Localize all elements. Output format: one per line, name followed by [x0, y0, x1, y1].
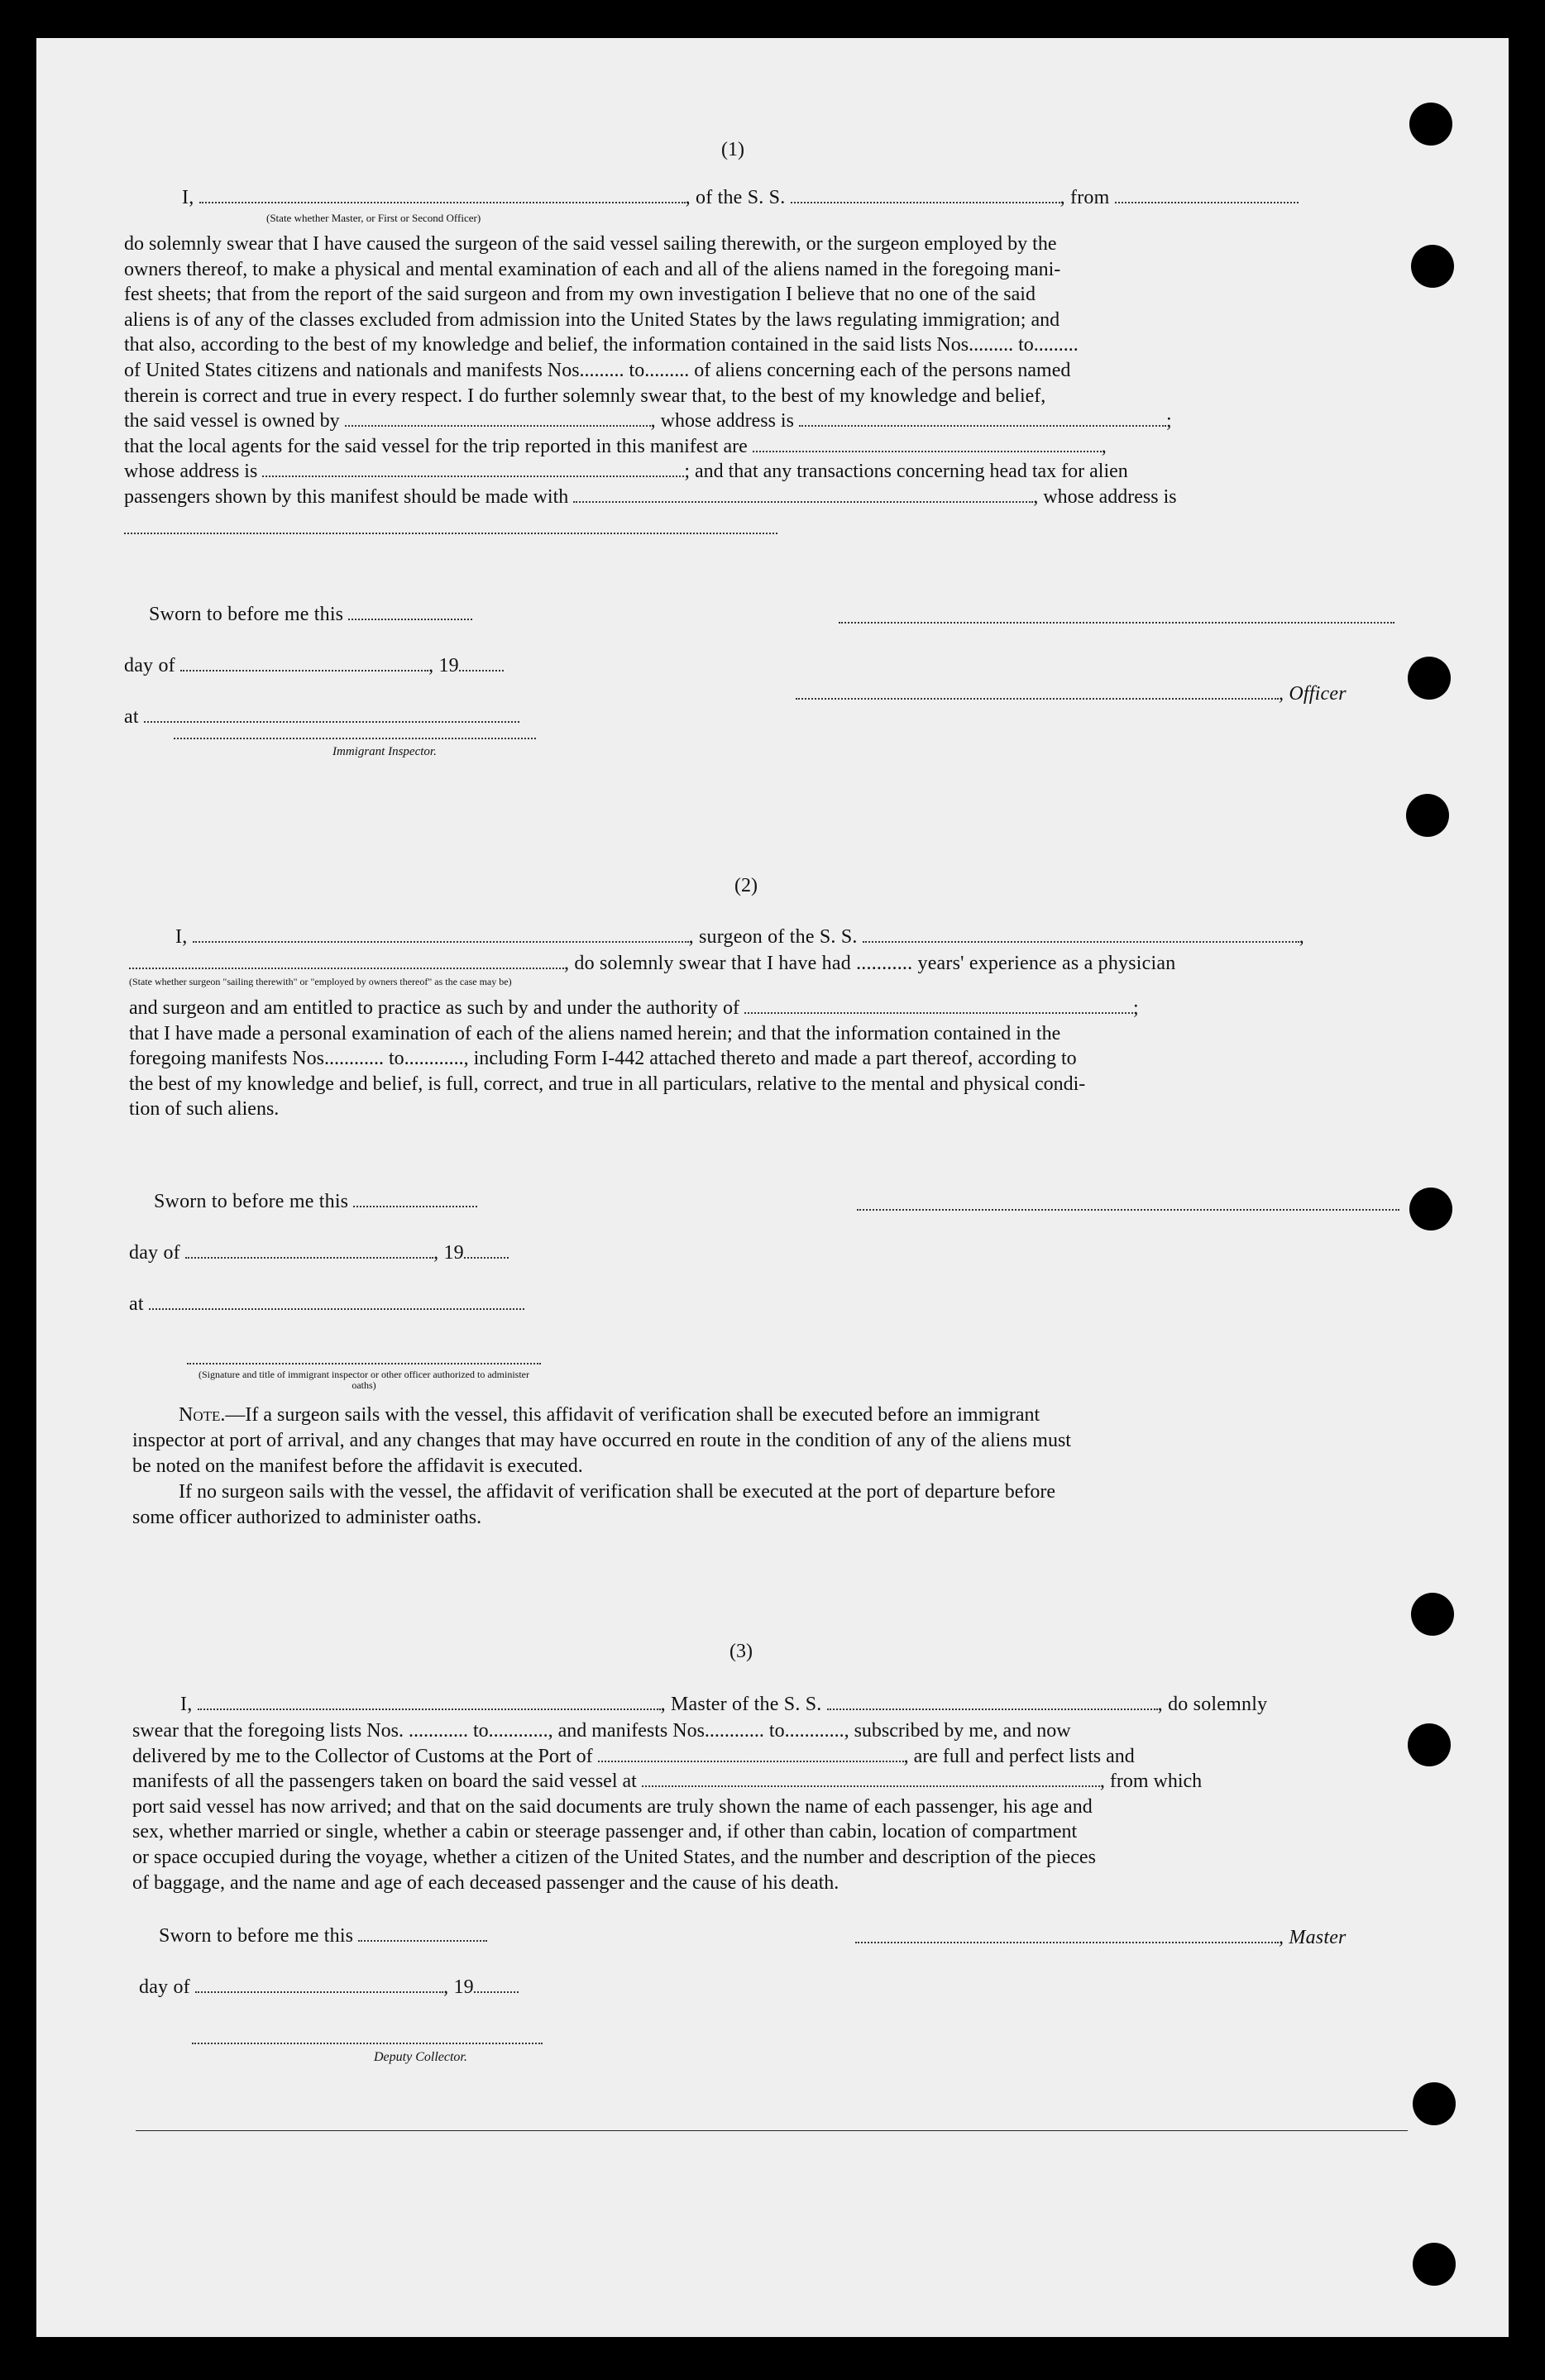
master-name-field[interactable]: [198, 1694, 661, 1710]
section1-officer-line: [796, 681, 1346, 706]
label-from: , from: [1059, 187, 1110, 208]
place-field[interactable]: [149, 1293, 524, 1310]
punch-hole: [1409, 1188, 1452, 1231]
authority-field[interactable]: [744, 997, 1133, 1014]
label-whose-address: , whose address is: [650, 410, 794, 433]
label-head-tax: ; and that any transactions concerning head tax for alien: [684, 461, 1128, 483]
head-tax-address-field[interactable]: [124, 533, 777, 534]
body-line: or space occupied during the voyage, whether a citizen of the United States, and the number and description of the pieces: [132, 1846, 1096, 1868]
at-label: at: [129, 1293, 144, 1315]
officer-title-field[interactable]: [199, 187, 686, 203]
month-field[interactable]: [180, 655, 428, 671]
master-signature-field[interactable]: [855, 1927, 1279, 1943]
section1-number: (1): [721, 139, 744, 160]
section3-sworn: [159, 1924, 487, 1948]
officer-signature-field[interactable]: [839, 622, 1394, 624]
body-line: that I have made a personal examination of each of the aliens named herein; and that the information contained in the: [129, 1022, 1061, 1044]
sworn-day-field[interactable]: [348, 604, 472, 620]
section1-sworn: [149, 602, 472, 627]
year-field[interactable]: [459, 655, 504, 671]
body-line: aliens is of any of the classes excluded from admission into the United States by the laws regulating immigration; and: [124, 308, 1060, 331]
body-line: do solemnly swear that I have caused the surgeon of the said vessel sailing therewith, or the surgeon employed by the: [124, 233, 1057, 255]
day-of-label: day of: [124, 655, 175, 676]
from-port-field[interactable]: [1115, 187, 1299, 203]
punch-hole: [1413, 2243, 1456, 2286]
port-line: [132, 1744, 1406, 1770]
year-label: , 19: [428, 655, 459, 676]
administrator-signature-field[interactable]: [187, 1363, 541, 1364]
authority-line: and surgeon and am entitled to practice as such by and under the authority of ;: [129, 997, 1139, 1019]
punch-hole: [1411, 245, 1454, 288]
body-line: whose address is: [124, 461, 258, 483]
note-line: If no surgeon sails with the vessel, the affidavit of verification shall be executed at the port of departure before: [179, 1481, 1056, 1503]
at-label: at: [124, 706, 139, 728]
section3-master-line: [855, 1925, 1346, 1950]
body-line: that the local agents for the said vessel for the trip reported in this manifest are: [124, 435, 748, 457]
punch-hole: [1408, 1723, 1451, 1766]
section1-day: [124, 653, 504, 678]
label-full-perfect: , are full and perfect lists and: [903, 1745, 1135, 1767]
port-field[interactable]: [598, 1746, 904, 1762]
agents-address-line: [124, 459, 1396, 485]
label-from-which: , from which: [1099, 1771, 1203, 1793]
month-field[interactable]: [185, 1242, 433, 1259]
body-line: port said vessel has now arrived; and that on the said documents are truly shown the name of each passenger, his age and: [132, 1795, 1093, 1818]
officer-title-caption: (State whether Master, or First or Second Officer): [266, 212, 481, 224]
embark-port-field[interactable]: [642, 1771, 1100, 1787]
note-label: Note.: [179, 1404, 226, 1426]
label-i: I,: [182, 187, 194, 208]
surgeon-type-caption: (State whether surgeon "sailing therewith" or "employed by owners thereof" as the case may be): [129, 976, 512, 987]
administrator-caption: (Signature and title of immigrant inspector or other officer authorized to administer oaths): [199, 1369, 529, 1391]
day-of-label: day of: [129, 1242, 180, 1264]
sworn-day-field[interactable]: [353, 1191, 477, 1207]
body-line: therein is correct and true in every respect. I do further solemnly swear that, to the best of my knowledge and belief,: [124, 385, 1046, 407]
year-field[interactable]: [464, 1242, 509, 1259]
ship-name-field[interactable]: [791, 187, 1060, 203]
day-of-label: day of: [139, 1976, 190, 1998]
surgeon-signature-field[interactable]: [857, 1209, 1399, 1211]
note-line: be noted on the manifest before the affidavit is executed.: [132, 1455, 583, 1477]
punch-hole: [1406, 794, 1449, 837]
deputy-collector-caption: Deputy Collector.: [374, 2050, 467, 2064]
agents-line: that the local agents for the said vessel for the trip reported in this manifest are ,: [124, 435, 1107, 457]
agents-address-field[interactable]: [262, 461, 684, 477]
label-master: , Master of the S. S.: [660, 1694, 822, 1715]
section3-body: [132, 1718, 1406, 1895]
label-of-ss: , of the S. S.: [685, 187, 786, 208]
section2-line1: I, , surgeon of the S. S. ,: [175, 926, 1304, 948]
body-line: delivered by me to the Collector of Customs at the Port of: [132, 1745, 593, 1767]
inspector-signature-field[interactable]: [174, 738, 536, 739]
body-line: owners thereof, to make a physical and mental examination of each and all of the aliens named in the foregoing mani-: [124, 258, 1061, 280]
document-page: [36, 38, 1509, 2337]
section2-body: [129, 996, 1401, 1122]
officer-label: , Officer: [1279, 683, 1346, 705]
label-whose-address-end: , whose address is: [1033, 485, 1177, 508]
body-line: the best of my knowledge and belief, is full, correct, and true in all particulars, relative to the mental and physical condi-: [129, 1073, 1086, 1095]
section1-line1: [182, 185, 1299, 210]
head-tax-line: [124, 485, 1396, 510]
body-line: passengers shown by this manifest should be made with: [124, 485, 569, 508]
section3-line1: [180, 1692, 1267, 1717]
punch-hole: [1409, 103, 1452, 146]
master-label: , Master: [1279, 1927, 1346, 1948]
officer-name-field[interactable]: [796, 683, 1279, 700]
agents-field[interactable]: [753, 436, 1102, 452]
note-line: some officer authorized to administer oaths.: [132, 1507, 482, 1528]
body-line: the said vessel is owned by: [124, 410, 340, 433]
year-label: , 19: [433, 1242, 464, 1264]
sworn-day-field[interactable]: [358, 1925, 487, 1942]
month-field[interactable]: [195, 1976, 443, 1993]
label-i: I,: [175, 926, 188, 948]
punch-hole: [1408, 657, 1451, 700]
section2-day: [129, 1240, 509, 1265]
head-tax-party-field[interactable]: [573, 486, 1033, 503]
section1-at: [124, 705, 519, 729]
section3-number: (3): [729, 1641, 753, 1662]
owner-address-field[interactable]: [799, 410, 1166, 427]
label-surgeon: , surgeon of the S. S.: [688, 926, 858, 948]
body-line: that also, according to the best of my knowledge and belief, the information contained in the said lists Nos......... to.........: [124, 334, 1079, 356]
owner-field[interactable]: [345, 410, 651, 427]
years-experience-text: , do solemnly swear that I have had ........... years' experience as a physician: [564, 953, 1176, 974]
body-line: and surgeon and am entitled to practice as such by and under the authority of: [129, 997, 739, 1019]
body-line: fest sheets; that from the report of the said surgeon and from my own investigation I believe that no one of the said: [124, 284, 1036, 306]
punch-hole: [1413, 2082, 1456, 2125]
body-line: of United States citizens and nationals and manifests Nos......... to......... of aliens concerning each of the persons named: [124, 359, 1071, 381]
punch-hole: [1411, 1593, 1454, 1636]
body-line: manifests of all the passengers taken on board the said vessel at: [132, 1771, 637, 1793]
note-line: [132, 1403, 1401, 1428]
sworn-label: Sworn to before me this: [154, 1191, 349, 1212]
note-text: —If a surgeon sails with the vessel, this affidavit of verification shall be executed before an immigrant: [225, 1404, 1040, 1426]
body-line: foregoing manifests Nos............ to............, including Form I-442 attached thereto and made a part thereof, according to: [129, 1048, 1077, 1070]
place-field[interactable]: [144, 706, 519, 723]
deputy-collector-signature-field[interactable]: [192, 2043, 543, 2044]
section2-sworn: [154, 1189, 477, 1214]
bottom-rule: [136, 2130, 1408, 2131]
surgeon-name-field[interactable]: [193, 926, 689, 943]
note-line: inspector at port of arrival, and any changes that may have occurred en route in the condition of any of the aliens must: [132, 1430, 1071, 1451]
inspector-caption: Immigrant Inspector.: [332, 745, 437, 758]
sworn-label: Sworn to before me this: [149, 604, 344, 625]
body-line: sex, whether married or single, whether a cabin or steerage passenger and, if other than cabin, location of compartment: [132, 1821, 1078, 1843]
section3-day: [139, 1975, 519, 2000]
body-line: tion of such aliens.: [129, 1098, 280, 1121]
sworn-label: Sworn to before me this: [159, 1925, 354, 1947]
label-do-solemnly: , do solemnly: [1157, 1694, 1268, 1715]
body-line: of baggage, and the name and age of each deceased passenger and the cause of his death.: [132, 1871, 839, 1894]
body-line: swear that the foregoing lists Nos. ............ to............, and manifests Nos............ to............, subscribed by me, and now: [132, 1720, 1071, 1742]
ship-name-field[interactable]: [863, 926, 1299, 943]
section1-body: [124, 232, 1396, 510]
label-i: I,: [180, 1694, 193, 1715]
ship-name-field[interactable]: [827, 1694, 1158, 1710]
section2-at: [129, 1292, 524, 1317]
section2-line2: [129, 951, 1175, 976]
owner-line: the said vessel is owned by , whose address is ;: [124, 410, 1172, 433]
section2-number: (2): [734, 875, 758, 896]
section2-note: [132, 1403, 1401, 1531]
surgeon-type-field[interactable]: [129, 953, 564, 969]
year-label: , 19: [443, 1976, 474, 1998]
year-field[interactable]: [474, 1976, 519, 1993]
embark-line: [132, 1769, 1406, 1795]
